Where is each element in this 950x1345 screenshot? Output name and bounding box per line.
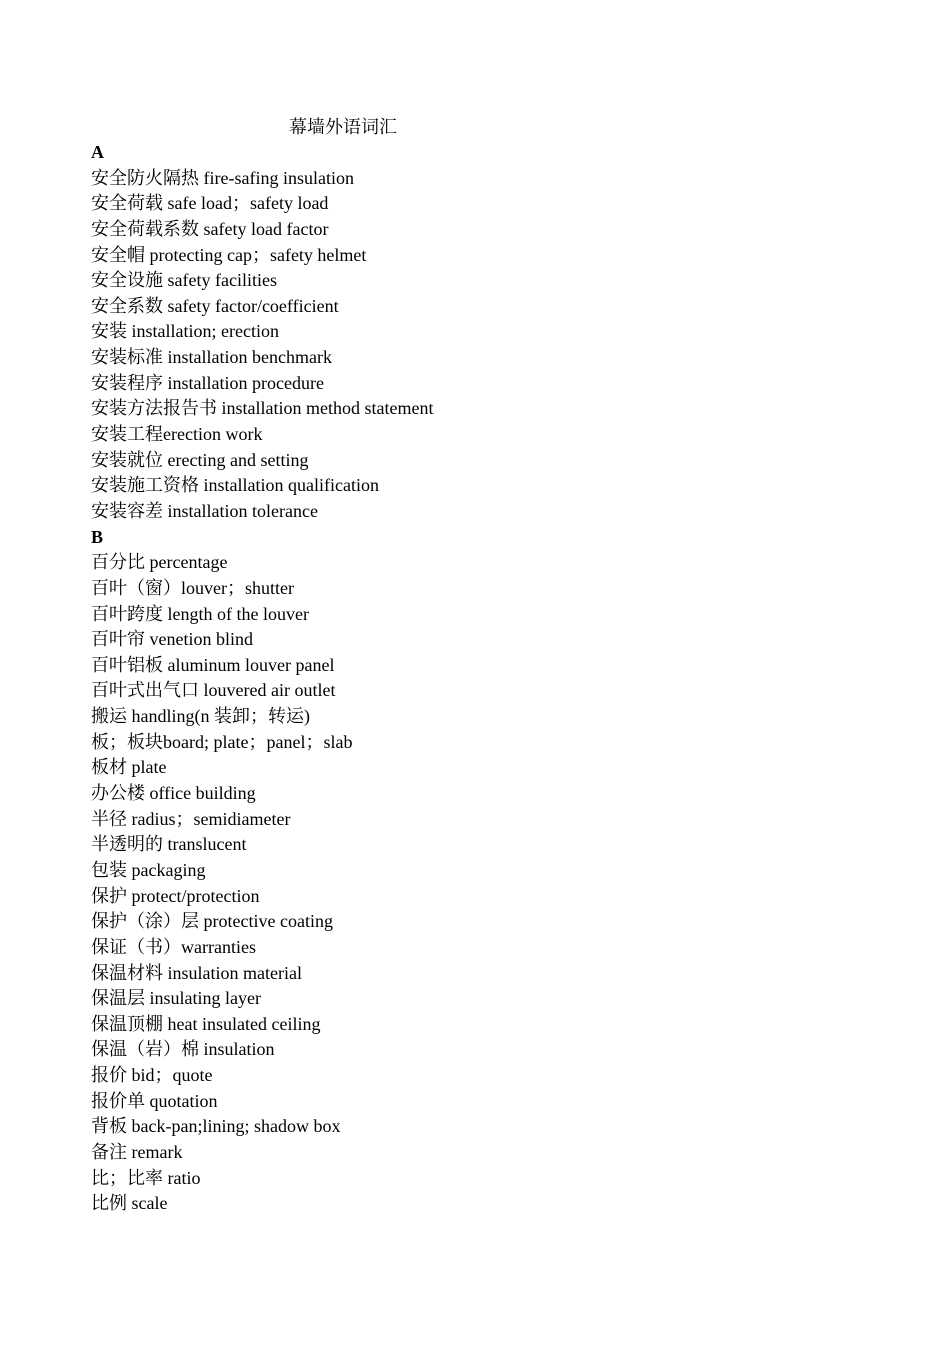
document-title: 幕墙外语词汇: [289, 117, 397, 137]
glossary-entry: 安全防火隔热 fire-safing insulation: [91, 167, 354, 188]
glossary-entry: 百叶帘 venetion blind: [91, 629, 253, 650]
glossary-entry: 百叶铝板 aluminum louver panel: [91, 654, 335, 675]
glossary-entry: 安全设施 safety facilities: [91, 270, 277, 291]
glossary-entry: 百叶式出气口 louvered air outlet: [91, 680, 336, 701]
glossary-entry: 报价单 quotation: [91, 1090, 218, 1111]
glossary-entry: 板材 plate: [91, 757, 167, 778]
glossary-entry: 安装方法报告书 installation method statement: [91, 398, 434, 419]
glossary-entry: 包装 packaging: [91, 859, 206, 880]
glossary-entry: 半透明的 translucent: [91, 834, 247, 855]
glossary-entry: 安全荷载 safe load；safety load: [91, 193, 329, 214]
glossary-list: [91, 140, 911, 1217]
section-heading-a: A: [91, 142, 104, 162]
glossary-entry: 比；比率 ratio: [91, 1167, 201, 1188]
glossary-entry: 安全系数 safety factor/coefficient: [91, 295, 339, 316]
glossary-entry: 安装工程erection work: [91, 424, 263, 445]
glossary-entry: 保温（岩）棉 insulation: [91, 1039, 275, 1060]
glossary-entry: 保护 protect/protection: [91, 885, 260, 906]
glossary-entry: 搬运 handling(n 装卸；转运): [91, 706, 310, 727]
glossary-entry: 板；板块board; plate；panel；slab: [91, 731, 353, 752]
glossary-entry: 百叶（窗）louver；shutter: [91, 577, 294, 598]
glossary-entry: 保温层 insulating layer: [91, 988, 261, 1009]
glossary-entry: 百分比 percentage: [91, 552, 228, 573]
glossary-entry: 保护（涂）层 protective coating: [91, 911, 333, 932]
glossary-entry: 保温材料 insulation material: [91, 962, 302, 983]
glossary-entry: 备注 remark: [91, 1141, 183, 1162]
glossary-entry: 安装 installation; erection: [91, 321, 279, 342]
glossary-entry: 保证（书）warranties: [91, 936, 256, 957]
glossary-entry: 安全荷载系数 safety load factor: [91, 218, 329, 239]
glossary-entry: 百叶跨度 length of the louver: [91, 603, 309, 624]
glossary-entry: 安装标准 installation benchmark: [91, 347, 332, 368]
glossary-entry: 安装施工资格 installation qualification: [91, 475, 379, 496]
glossary-entry: 办公楼 office building: [91, 783, 256, 804]
glossary-entry: 安全帽 protecting cap；safety helmet: [91, 244, 367, 265]
glossary-entry: 半径 radius；semidiameter: [91, 808, 291, 829]
glossary-entry: 安装就位 erecting and setting: [91, 449, 309, 470]
glossary-entry: 比例 scale: [91, 1193, 168, 1214]
glossary-entry: 保温顶棚 heat insulated ceiling: [91, 1013, 321, 1034]
glossary-entry: 安装程序 installation procedure: [91, 372, 324, 393]
section-heading-b: B: [91, 526, 104, 547]
glossary-entry: 报价 bid；quote: [91, 1065, 213, 1086]
glossary-entry: 背板 back-pan;lining; shadow box: [91, 1116, 341, 1137]
glossary-entry: 安装容差 installation tolerance: [91, 500, 318, 521]
